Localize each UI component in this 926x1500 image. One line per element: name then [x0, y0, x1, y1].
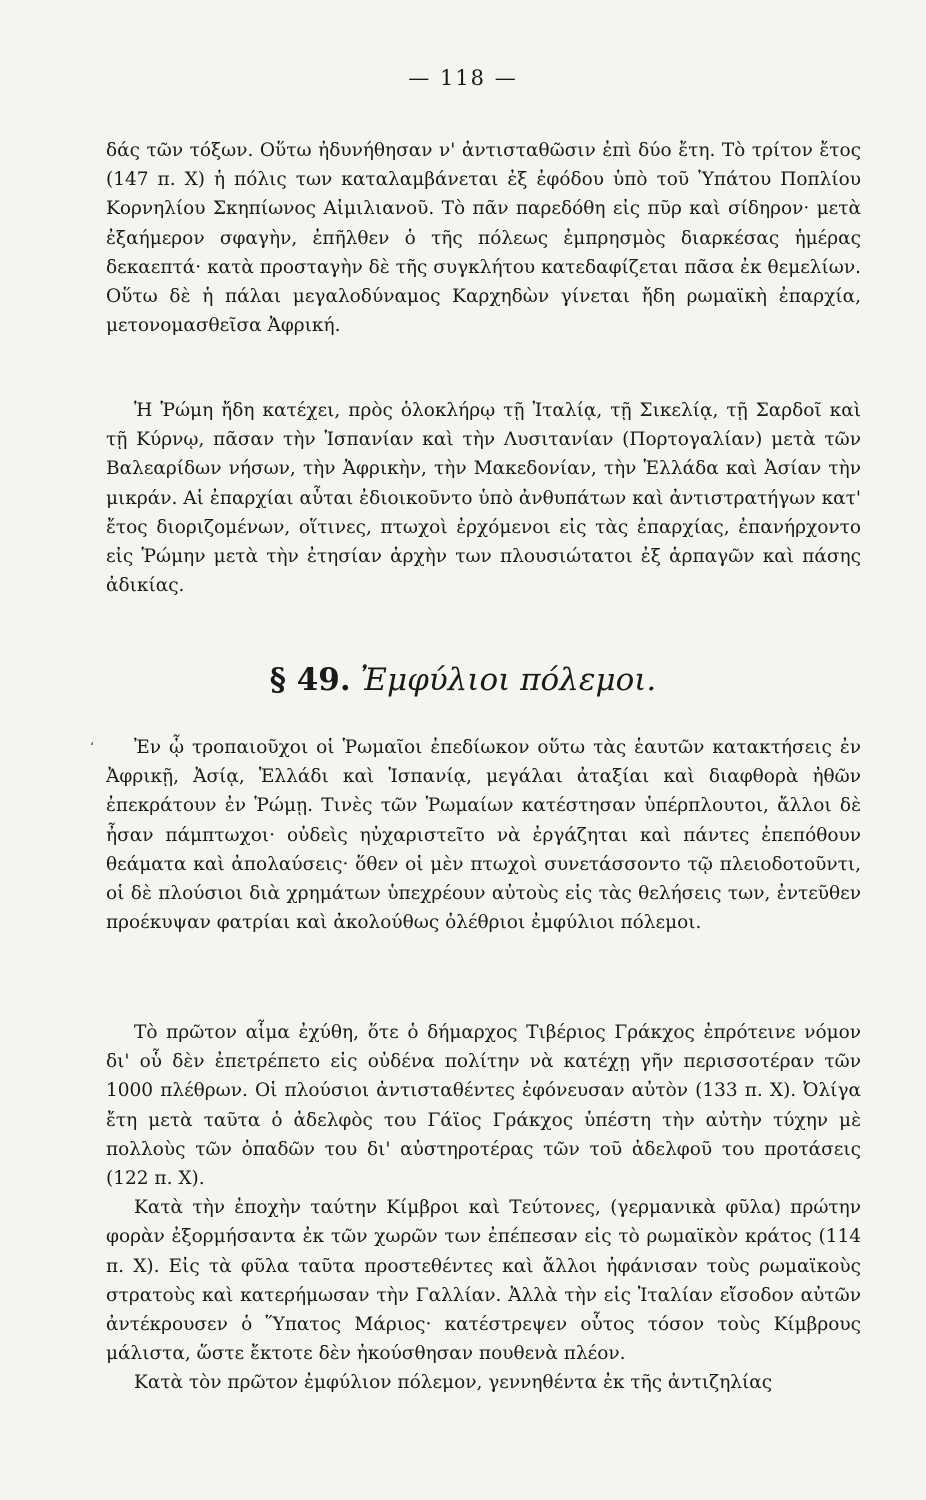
page-number: — 118 —	[408, 66, 518, 90]
section-number: § 49.	[269, 662, 351, 698]
text-block-provinces	[106, 396, 861, 600]
text-block-intro	[106, 136, 861, 340]
text-block-gracchi	[106, 1018, 861, 1398]
section-title: Ἐμφύλιοι πόλεμοι.	[360, 662, 657, 698]
paragraph: Ἡ Ῥώμη ἤδη κατέχει, πρὸς ὁλοκλήρῳ τῇ Ἰταλίᾳ, τῇ Σικελίᾳ, τῇ Σαρδοῖ καὶ τῇ Κύρνῳ, πᾶσαν τὴν Ἱσπανίαν καὶ τὴν Λυσιτανίαν (Πορτογαλίαν) μετὰ τῶν Βαλεαρίδων νήσων, τὴν Ἀφρικὴν, τὴν Μακεδονίαν, τὴν Ἑλλάδα καὶ Ἀσίαν τὴν μικράν. Αἱ ἐπαρχίαι αὗται ἐδιοικοῦντο ὑπὸ ἀνθυπάτων καὶ ἀντιστρατήγων κατ' ἔτος διοριζομένων, οἵτινες, πτωχοὶ ἐρχόμενοι εἰς τὰς ἐπαρχίας, ἐπανήρχοντο εἰς Ῥώμην μετὰ τὴν ἐτησίαν ἀρχὴν των πλουσιώτατοι ἐξ ἁρπαγῶν καὶ πάσης ἀδικίας.	[106, 400, 861, 597]
paragraph: Κατὰ τὸν πρῶτον ἐμφύλιον πόλεμον, γεννηθέντα ἐκ τῆς ἀντιζηλίας	[134, 1372, 773, 1394]
paragraph: Τὸ πρῶτον αἷμα ἐχύθη, ὅτε ὁ δήμαρχος Τιβέριος Γράκχος ἐπρότεινε νόμον δι' οὗ δὲν ἐπετρέπετο εἰς οὐδένα πολίτην νὰ κατέχῃ γῆν περισσοτέραν τῶν 1000 πλέθρων. Οἱ πλούσιοι ἀντισταθέντες ἐφόνευσαν αὐτὸν (133 π. Χ). Ὀλίγα ἔτη μετὰ ταῦτα ὁ ἀδελφὸς του Γάϊος Γράκχος ὑπέστη τὴν αὐτὴν τύχην μὲ πολλοὺς τῶν ὀπαδῶν του δι' αὐστηροτέρας τῶν τοῦ ἀδελφοῦ του προτάσεις (122 π. Χ).	[106, 1022, 861, 1190]
paragraph: Κατὰ τὴν ἐποχὴν ταύτην Κίμβροι καὶ Τεύτονες, (γερμανικὰ φῦλα) πρώτην φορὰν ἐξορμήσαντα ἐκ τῶν χωρῶν των ἐπέπεσαν εἰς τὸ ρωμαϊκὸν κράτος (114 π. Χ). Εἰς τὰ φῦλα ταῦτα προστεθέντες καὶ ἄλλοι ἠφάνισαν τοὺς ρωμαϊκοὺς στρατοὺς καὶ κατερήμωσαν τὴν Γαλλίαν. Ἀλλὰ τὴν εἰς Ἰταλίαν εἴσοδον αὐτῶν ἀντέκρουσεν ὁ Ὕπατος Μάριος· κατέστρεψεν οὗτος τόσον τοὺς Κίμβρους μάλιστα, ὥστε ἔκτοτε δὲν ἠκούσθησαν πουθενὰ πλέον.	[106, 1197, 861, 1365]
paragraph: δάς τῶν τόξων. Οὕτω ἠδυνήθησαν ν' ἀντισταθῶσιν ἐπὶ δύο ἔτη. Τὸ τρίτον ἔτος (147 π. Χ) ἡ πόλις των καταλαμβάνεται ἐξ ἐφόδου ὑπὸ τοῦ Ὑπάτου Ποπλίου Κορνηλίου Σκηπίωνος Αἰμιλιανοῦ. Τὸ πᾶν παρεδόθη εἰς πῦρ καὶ σίδηρον· μετὰ ἐξαήμερον σφαγὴν, ἐπῆλθεν ὁ τῆς πόλεως ἐμπρησμὸς διαρκέσας ἡμέρας δεκαεπτά· κατὰ προσταγὴν δὲ τῆς συγκλήτου κατεδαφίζεται πᾶσα ἐκ θεμελίων. Οὕτω δὲ ἡ πάλαι μεγαλοδύναμος Καρχηδὼν γίνεται ἤδη ρωμαϊκὴ ἐπαρχία, μετονομασθεῖσα Ἀφρική.	[106, 140, 861, 337]
margin-mark: ʻ	[90, 740, 94, 754]
paragraph: Ἐν ᾧ τροπαιοῦχοι οἱ Ῥωμαῖοι ἐπεδίωκον οὕτω τὰς ἑαυτῶν κατακτήσεις ἐν Ἀφρικῇ, Ἀσίᾳ, Ἑλλάδι καὶ Ἱσπανίᾳ, μεγάλαι ἀταξίαι καὶ διαφθορὰ ἠθῶν ἐπεκράτουν ἐν Ῥώμῃ. Τινὲς τῶν Ῥωμαίων κατέστησαν ὑπέρπλουτοι, ἄλλοι δὲ ἦσαν πάμπτωχοι· οὐδεὶς ηὐχαριστεῖτο νὰ ἐργάζηται καὶ πάντες ἐπεπόθουν θεάματα καὶ ἀπολαύσεις· ὅθεν οἱ μὲν πτωχοὶ συνετάσσοντο τῷ πλειοδοτοῦντι, οἱ δὲ πλούσιοι διὰ χρημάτων ὑπεχρέουν αὐτοὺς εἰς τὰς θελήσεις των, ἐντεῦθεν προέκυψαν φατρίαι καὶ ἀκολούθως ὀλέθριοι ἐμφύλιοι πόλεμοι.	[106, 737, 861, 934]
text-block-civil-wars	[106, 733, 861, 937]
section-heading	[0, 662, 926, 698]
